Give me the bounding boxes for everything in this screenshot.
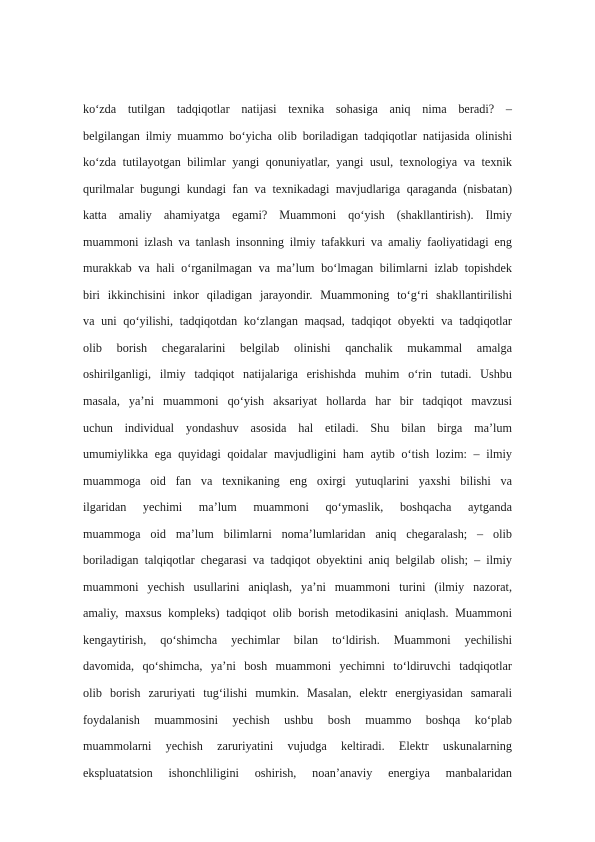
text-line: davomida, qo‘shimcha, ya’ni bosh muammoni yechimni to‘ldiruvchi tadqiqotlar (83, 659, 512, 674)
text-line: belgilangan ilmiy muammo bo‘yicha olib boriladigan tadqiqotlar natijasida olinishi (83, 128, 512, 143)
text-line: katta amaliy ahamiyatga egami? Muammoni qo‘yish (shakllantirish). Ilmiy (83, 208, 512, 223)
text-line: masala, ya’ni muammoni qo‘yish aksariyat hollarda har bir tadqiqot mavzusi (83, 394, 512, 409)
text-line: muammoni yechish usullarini aniqlash, ya’ni muammoni turini (ilmiy nazorat, (83, 579, 512, 594)
text-line: kengaytirish, qo‘shimcha yechimlar bilan to‘ldirish. Muammoni yechilishi (83, 632, 512, 647)
text-line: muammoga oid ma’lum bilimlarni noma’lumlaridan aniq chegaralash; – olib (83, 526, 512, 541)
text-line: va uni qo‘yilishi, tadqiqotdan ko‘zlangan maqsad, tadqiqot obyekti va tadqiqotlar (83, 314, 512, 329)
text-line: oshirilganligi, ilmiy tadqiqot natijalariga erishishda muhim o‘rin tutadi. Ushbu (83, 367, 512, 382)
text-line: amaliy, maxsus kompleks) tadqiqot olib borish metodikasini aniqlash. Muammoni (83, 606, 512, 621)
text-line: muammoga oid fan va texnikaning eng oxirgi yutuqlarini yaxshi bilishi va (83, 473, 512, 488)
text-line: ilgaridan yechimi ma’lum muammoni qo‘ymaslik, boshqacha aytganda (83, 500, 512, 515)
text-line: uchun individual yondashuv asosida hal etiladi. Shu bilan birga ma’lum (83, 420, 512, 435)
text-line: qurilmalar bugungi kundagi fan va texnikadagi mavjudlariga qaraganda (nisbatan) (83, 181, 512, 196)
text-line: ko‘zda tutilayotgan bilimlar yangi qonuniyatlar, yangi usul, texnologiya va texnik (83, 155, 512, 170)
text-line: foydalanish muammosini yechish ushbu bosh muammo boshqa ko‘plab (83, 712, 512, 727)
text-line: ko‘zda tutilgan tadqiqotlar natijasi texnika sohasiga aniq nima beradi? – (83, 102, 512, 116)
body-text (83, 96, 512, 786)
text-line: biri ikkinchisini inkor qiladigan jarayondir. Muammoning to‘g‘ri shakllantirilishi (83, 287, 512, 302)
text-line: umumiylikka ega quyidagi qoidalar mavjudligini ham aytib o‘tish lozim: – ilmiy (83, 447, 512, 462)
text-line: boriladigan talqiqotlar chegarasi va tadqiqot obyektini aniq belgilab olish; – ilmiy (83, 553, 512, 568)
text-line: murakkab va hali o‘rganilmagan va ma’lum bo‘lmagan bilimlarni izlab topishdek (83, 261, 512, 276)
text-line: muammoni izlash va tanlash insonning ilmiy tafakkuri va amaliy faoliyatidagi eng (83, 234, 512, 249)
text-line: olib borish chegaralarini belgilab olinishi qanchalik mukammal amalga (83, 340, 512, 355)
text-line: ekspluatatsion ishonchliligini oshirish, noan’anaviy energiya manbalaridan (83, 765, 512, 780)
text-line: muammolarni yechish zaruriyatini vujudga keltiradi. Elektr uskunalarning (83, 739, 512, 754)
text-line: olib borish zaruriyati tug‘ilishi mumkin. Masalan, elektr energiyasidan samarali (83, 686, 512, 701)
